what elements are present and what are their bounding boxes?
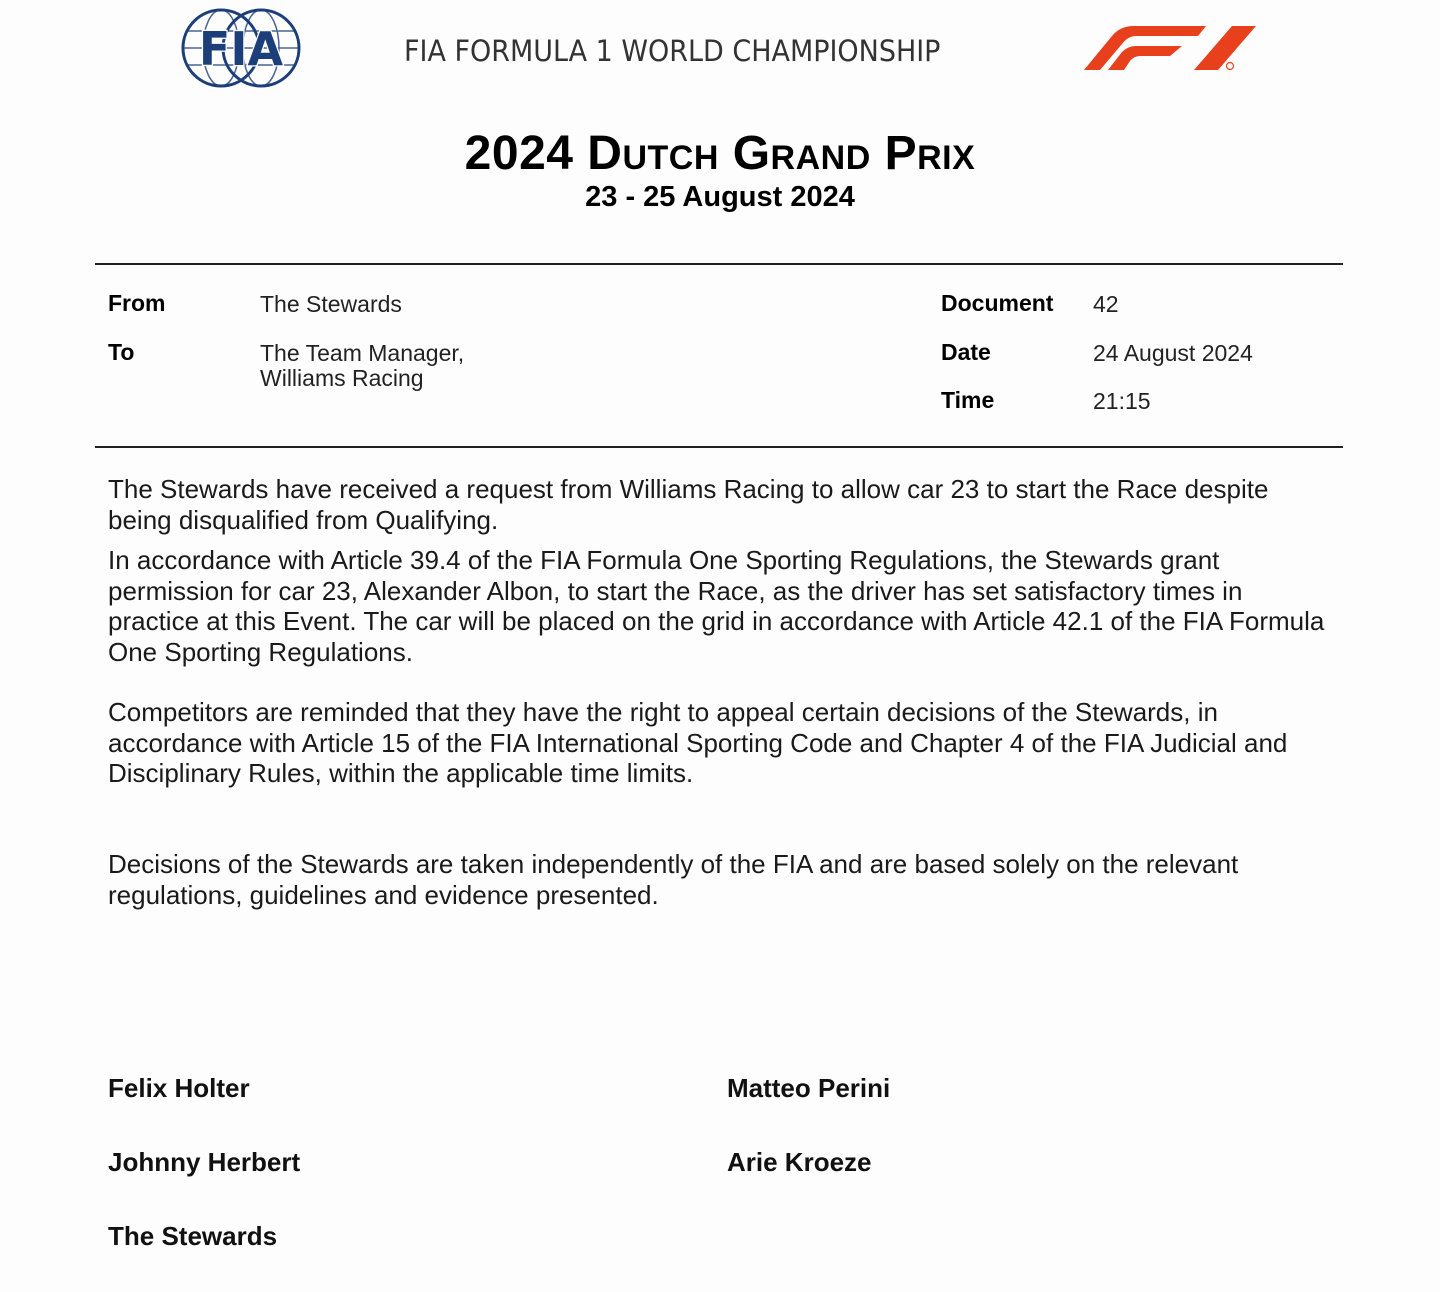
paragraph-decision: In accordance with Article 39.4 of the FIA Formula One Sporting Regulations, the Stewards grant permission for car 23, Alexander Albon, to start the Race, as the driver has set satisfactory times in practice at this Event. The car will be placed on the grid in accordance with Article 42.1 of the FIA Formula One Sporting Regulations. bbox=[108, 545, 1325, 667]
steward-signature-4: Arie Kroeze bbox=[727, 1147, 872, 1177]
document-value: 42 bbox=[1093, 291, 1119, 317]
date-value: 24 August 2024 bbox=[1093, 340, 1253, 366]
time-label: Time bbox=[941, 387, 995, 413]
time-value: 21:15 bbox=[1093, 388, 1151, 414]
steward-signature-2: Matteo Perini bbox=[727, 1073, 891, 1103]
fia-logo-icon bbox=[180, 7, 302, 89]
steward-signature-1: Felix Holter bbox=[108, 1073, 250, 1103]
document-label: Document bbox=[941, 290, 1054, 316]
to-label: To bbox=[108, 339, 135, 365]
steward-signature-3: Johnny Herbert bbox=[108, 1147, 301, 1177]
stewards-sign-off: The Stewards bbox=[108, 1221, 278, 1251]
event-dates: 23 - 25 August 2024 bbox=[585, 181, 855, 213]
to-value-line1: The Team Manager, bbox=[260, 340, 465, 366]
to-value-line2: Williams Racing bbox=[260, 365, 424, 391]
event-title: 2024 Dutch Grand Prix bbox=[464, 127, 976, 180]
f1-logo-icon bbox=[1082, 24, 1258, 72]
championship-title: FIA FORMULA 1 WORLD CHAMPIONSHIP bbox=[404, 34, 941, 68]
paragraph-independence: Decisions of the Stewards are taken independently of the FIA and are based solely on the relevant regulations, guidelines and evidence presented. bbox=[108, 849, 1239, 910]
divider-top bbox=[95, 263, 1343, 265]
date-label: Date bbox=[941, 339, 991, 365]
paragraph-request: The Stewards have received a request from Williams Racing to allow car 23 to start the Race despite being disqualified from Qualifying. bbox=[108, 474, 1269, 535]
paragraph-appeal: Competitors are reminded that they have the right to appeal certain decisions of the Stewards, in accordance with Article 15 of the FIA International Sporting Code and Chapter 4 of the FIA Judicial and Disciplinary Rules, within the applicable time limits. bbox=[108, 697, 1288, 788]
fia-logo-text: FIA bbox=[198, 22, 284, 76]
from-label: From bbox=[108, 290, 166, 316]
from-value: The Stewards bbox=[260, 291, 402, 317]
divider-bottom bbox=[95, 446, 1343, 448]
